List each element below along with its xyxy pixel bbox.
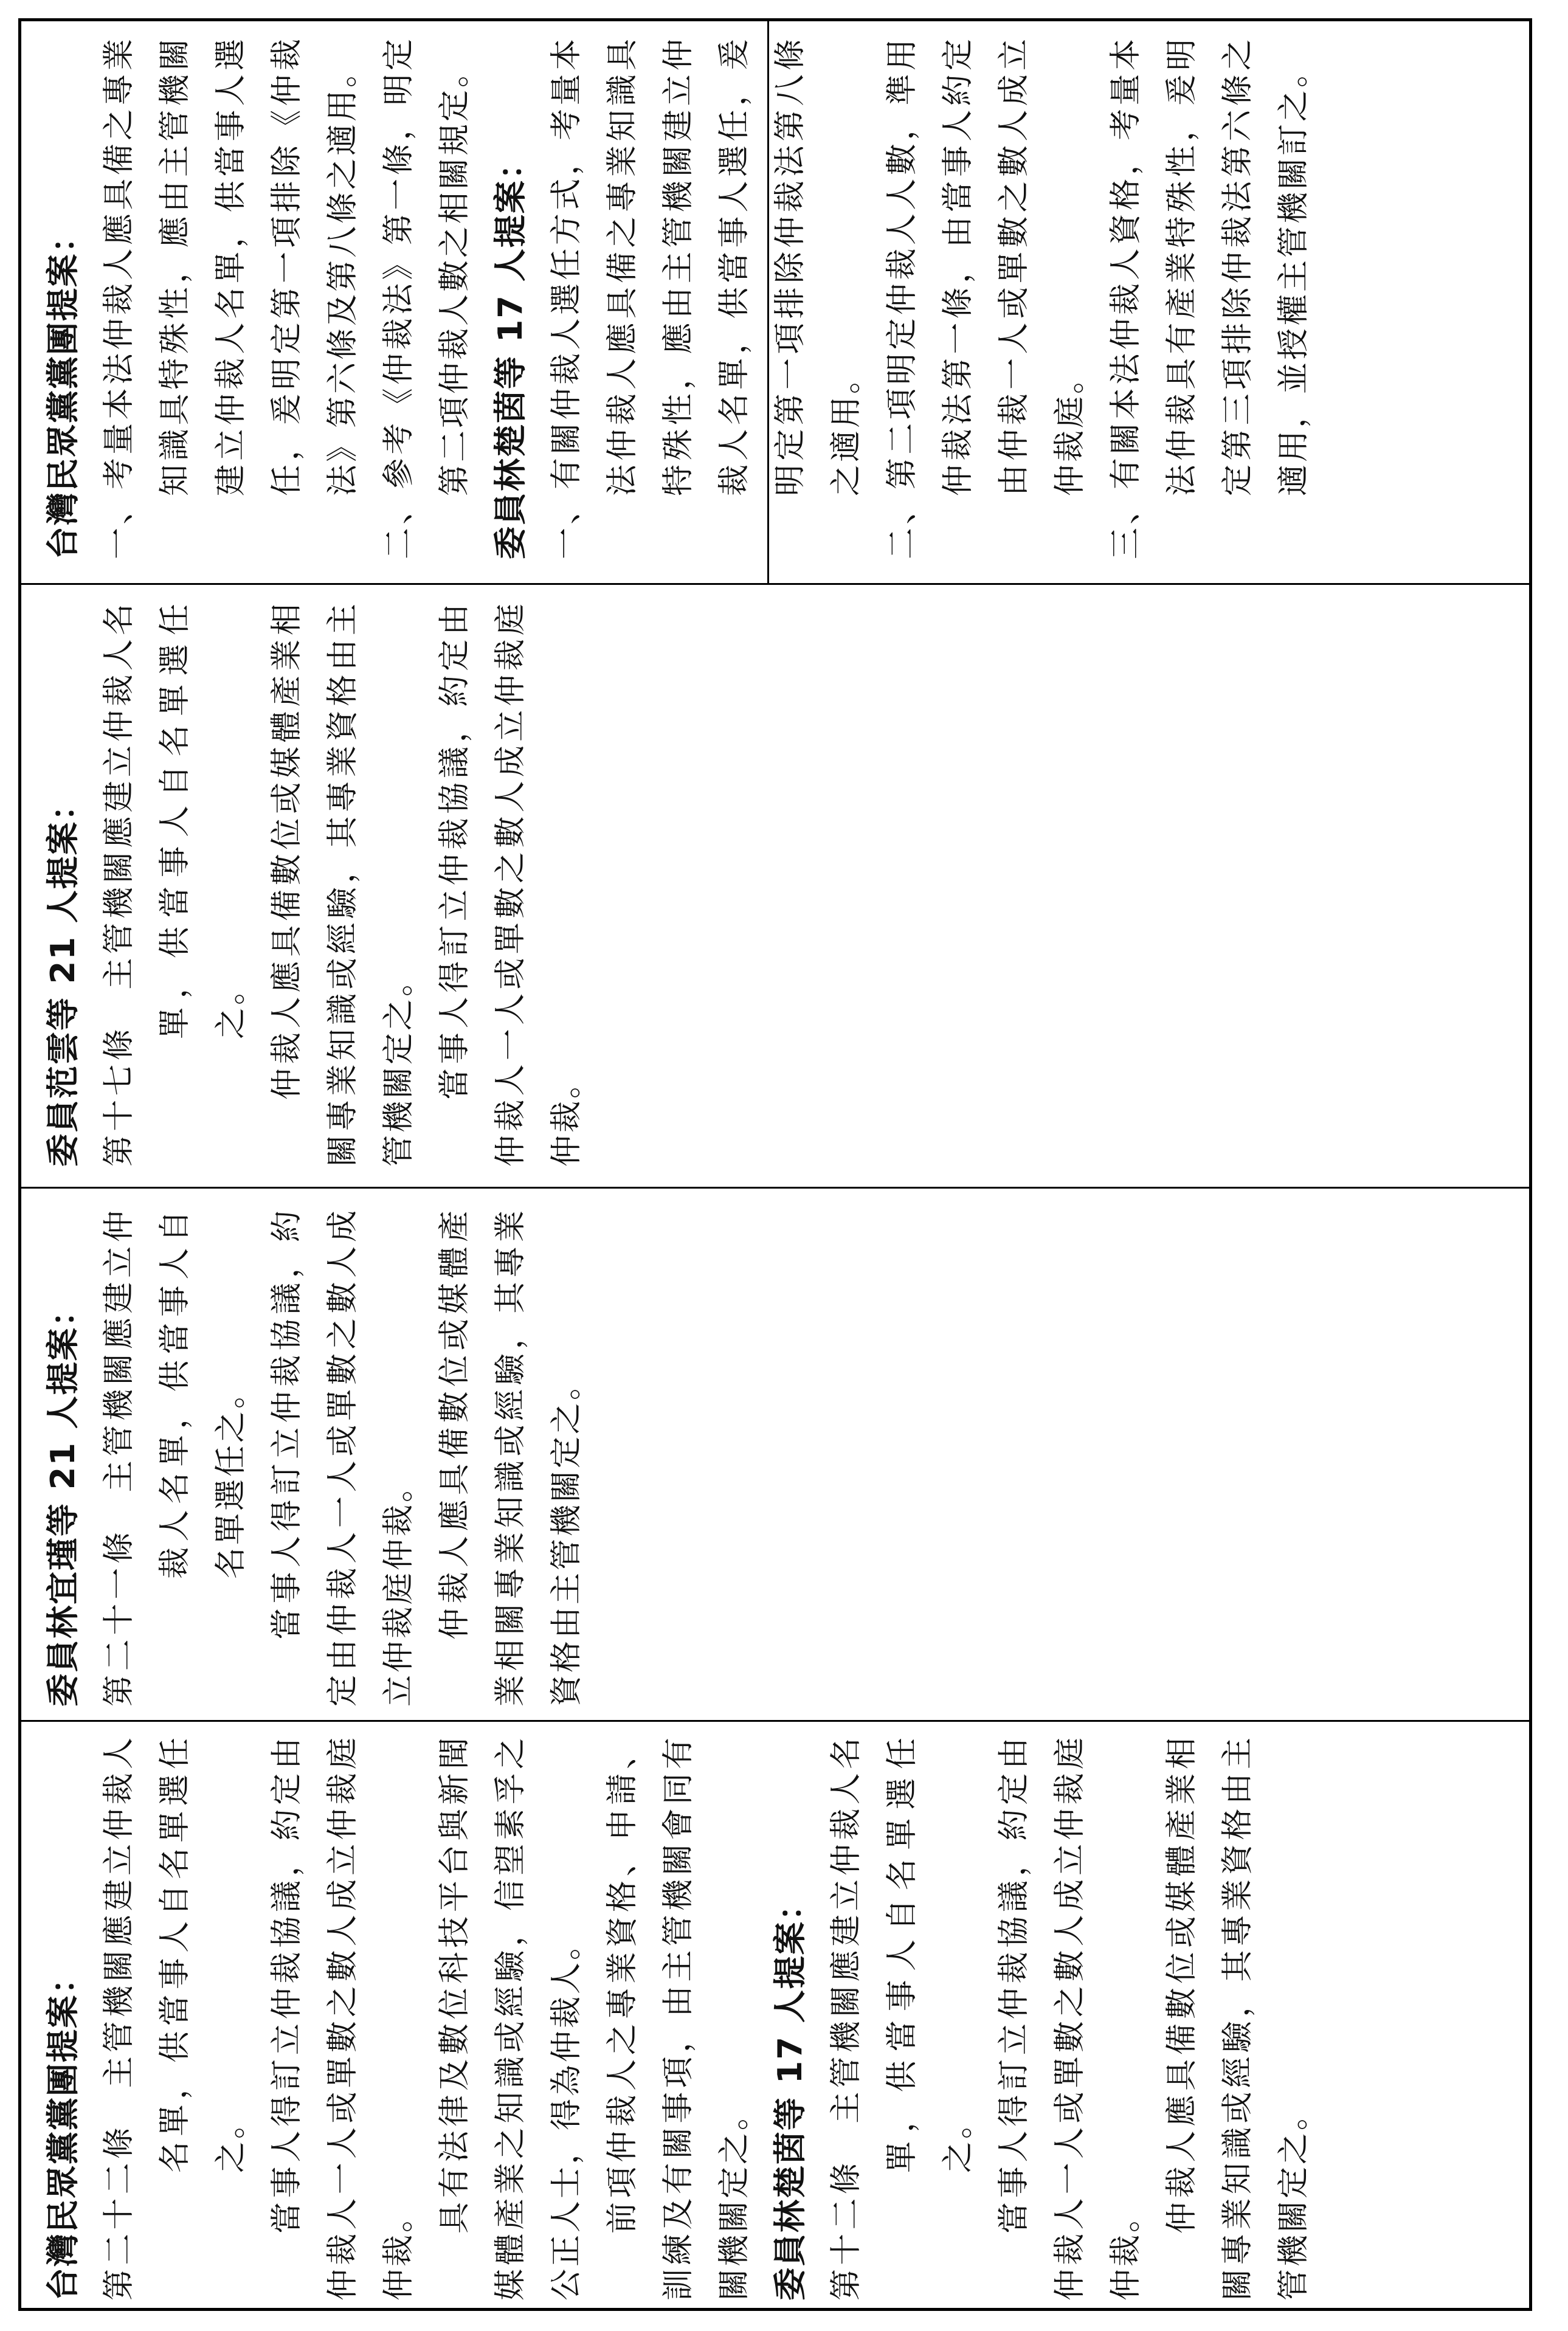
panel-lin-yi-chin-content	[35, 1208, 595, 1707]
proposal-heading-fan-yun: 委員范雲等 21 人提案：	[44, 787, 82, 1167]
proposal-heading-caucus: 台灣民眾黨黨團提案：	[44, 219, 82, 559]
clause-paragraph: 具有法律及數位科技平台與新聞媒體產業之知識或經驗，信望素孚之公正人士，得為仲裁人。	[437, 1735, 585, 2301]
panel-explanations	[24, 24, 1526, 575]
proposal-heading-lin-chu-yin: 委員林楚茵等 17 人提案：	[491, 145, 530, 559]
explanation-item: 一、有關仲裁人選任方式，考量本法仲裁人應具備之專業知識具特殊性，應由主管機關建立仲裁人名單，供當事人選任，爰明定第一項排除仲裁法第八條之適用。	[548, 36, 865, 559]
clause-paragraph: 當事人得訂立仲裁協議，約定由仲裁人一人或單數之數人成立仲裁庭仲裁。	[996, 1735, 1144, 2301]
explanation-item: 二、參考《仲裁法》第一條，明定第二項仲裁人數之相關規定。	[381, 36, 473, 559]
article-paragraph	[91, 1208, 259, 1707]
article-paragraph	[91, 601, 259, 1167]
panel-fan-yun-content	[35, 601, 595, 1167]
article-text: 主管機關應建立仲裁人名單，供當事人自名單選任之。	[828, 1735, 976, 2173]
panel-caucus-articles	[24, 1720, 1526, 2308]
article-text: 主管機關應建立仲裁人名單，供當事人自名單選任之。	[101, 1735, 249, 2173]
clause-paragraph: 當事人得訂立仲裁協議，約定由仲裁人一人或單數之數人成立仲裁庭仲裁。	[437, 601, 585, 1167]
clause-paragraph: 仲裁人應具備數位或媒體產業相關專業知識或經驗，其專業資格由主管機關定之。	[437, 1208, 585, 1707]
clause-paragraph: 仲裁人應具備數位或媒體產業相關專業知識或經驗，其專業資格由主管機關定之。	[1164, 1735, 1312, 2301]
article-number: 第十七條	[101, 1024, 137, 1167]
article-number: 第二十一條	[101, 1528, 137, 1707]
explanation-item: 二、第二項明定仲裁人人數，準用仲裁法第一條，由當事人約定由仲裁一人或單數之數人成立仲裁庭。	[884, 36, 1088, 559]
article-text: 主管機關應建立仲裁人名單，供當事人自名單選任之。	[101, 1208, 249, 1579]
clause-paragraph: 當事人得訂立仲裁協議，約定由仲裁人一人或單數之數人成立仲裁庭仲裁。	[269, 1735, 417, 2301]
explanation-item: 一、考量本法仲裁人應具備之專業知識具特殊性，應由主管機關建立仲裁人名單，供當事人選任，爰明定第一項排除《仲裁法》第六條及第八條之適用。	[101, 36, 361, 559]
clause-paragraph: 仲裁人應具備數位或媒體產業相關專業知識或經驗，其專業資格由主管機關定之。	[269, 601, 417, 1167]
clause-paragraph: 當事人得訂立仲裁協議，約定由仲裁人一人或單數之數人成立仲裁庭仲裁。	[269, 1208, 417, 1707]
proposal-heading-caucus: 台灣民眾黨黨團提案：	[44, 1960, 82, 2301]
proposal-heading-lin-chu-yin: 委員林楚茵等 17 人提案：	[771, 1887, 809, 2301]
proposal-heading-lin-yi-chin: 委員林宜瑾等 21 人提案：	[44, 1293, 82, 1707]
article-paragraph	[818, 1735, 986, 2301]
panel-lin-yi-chin	[24, 1187, 1526, 1714]
panel-explanations-content	[35, 36, 1322, 559]
panel-caucus-articles-content	[35, 1735, 1322, 2301]
clause-paragraph: 前項仲裁人之專業資格、申請、訓練及有關事項，由主管機關會同有關機關定之。	[604, 1735, 753, 2301]
panel-fan-yun	[24, 583, 1526, 1182]
article-number: 第十二條	[828, 2158, 865, 2301]
article-text: 主管機關應建立仲裁人名單，供當事人自名單選任之。	[101, 601, 249, 1039]
explanation-item: 三、有關本法仲裁人資格，考量本法仲裁具有產業特殊性，爰明定第三項排除仲裁法第六條之適用，並授權主管機關訂之。	[1108, 36, 1312, 559]
article-paragraph	[91, 1735, 259, 2301]
article-number: 第二十二條	[101, 2123, 137, 2301]
